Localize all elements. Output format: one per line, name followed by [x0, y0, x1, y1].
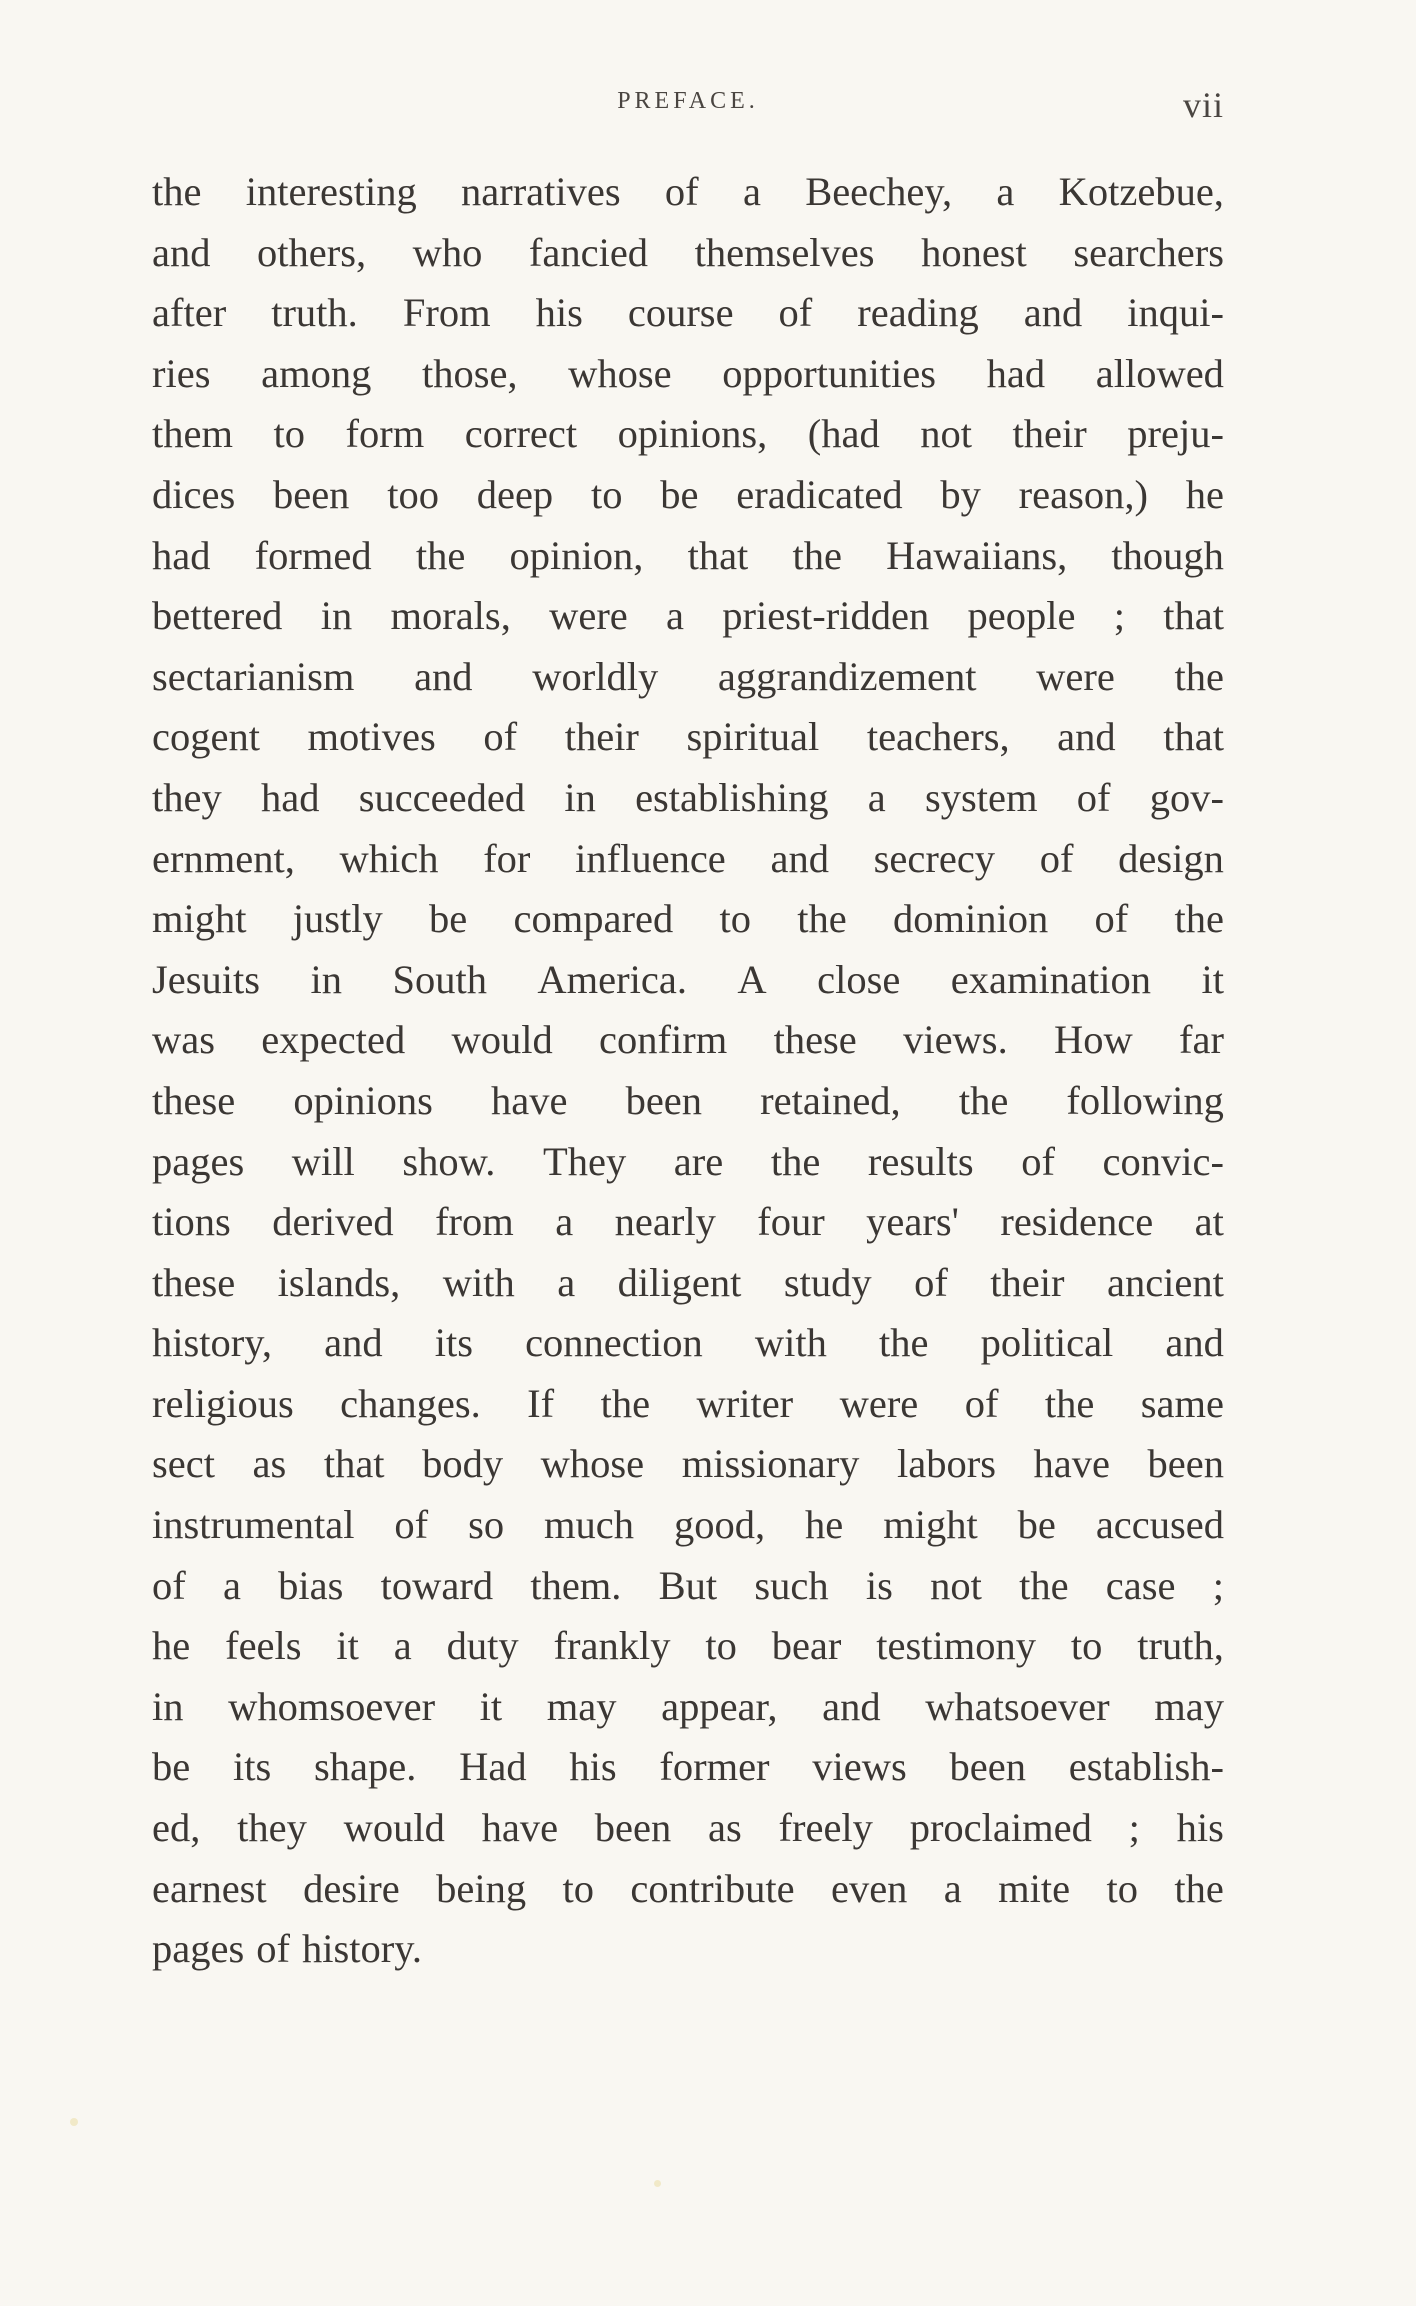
- word: from: [435, 1199, 514, 1245]
- word: have: [481, 1805, 559, 1851]
- word: and: [324, 1320, 383, 1366]
- word: the: [770, 1138, 821, 1184]
- text-line: [152, 586, 1224, 647]
- word: a: [393, 1623, 412, 1669]
- word: been: [625, 1077, 703, 1123]
- word: A: [737, 956, 767, 1002]
- text-line: [152, 647, 1224, 708]
- word: were: [549, 593, 628, 639]
- word: dominion: [892, 896, 1049, 942]
- word: the: [152, 169, 202, 214]
- text-line: [152, 526, 1224, 587]
- text-line: [152, 223, 1224, 284]
- text-line: [152, 768, 1224, 829]
- word: fancied: [528, 229, 649, 275]
- word: they: [237, 1805, 307, 1851]
- text-line: [152, 1374, 1224, 1435]
- text-line: [152, 1556, 1224, 1617]
- word: the: [792, 532, 842, 578]
- word: it: [479, 1683, 503, 1729]
- word: might: [152, 896, 247, 942]
- word: truth.: [271, 290, 358, 336]
- running-title: PREFACE.: [617, 88, 759, 114]
- word: a: [742, 169, 761, 214]
- word: of: [664, 169, 699, 214]
- word: in: [310, 956, 342, 1002]
- word: history.: [301, 1926, 422, 1972]
- word: their: [1012, 411, 1087, 457]
- word: ries: [152, 350, 211, 396]
- word: justly: [292, 896, 383, 942]
- word: feels: [225, 1623, 302, 1669]
- word: to: [705, 1623, 737, 1669]
- paper-speck: [654, 2180, 661, 2187]
- word: confirm: [599, 1017, 728, 1063]
- word: contribute: [630, 1865, 795, 1911]
- word: South: [392, 956, 487, 1002]
- word: as: [252, 1441, 287, 1487]
- word: establish-: [1068, 1744, 1224, 1790]
- word: opinions,: [617, 411, 768, 457]
- word: convic-: [1102, 1138, 1224, 1184]
- word: ancient: [1106, 1259, 1224, 1305]
- word: were: [1036, 653, 1115, 699]
- text-line: [152, 950, 1224, 1011]
- text-line: [152, 1313, 1224, 1374]
- word: is: [865, 1562, 893, 1608]
- text-line: [152, 404, 1224, 465]
- word: religious: [152, 1380, 294, 1426]
- word: themselves: [694, 229, 875, 275]
- word: whose: [568, 350, 672, 396]
- word: others,: [257, 229, 367, 275]
- word: in: [564, 774, 596, 820]
- word: have: [490, 1077, 568, 1123]
- text-line: [152, 344, 1224, 405]
- word: the: [879, 1320, 929, 1366]
- word: not: [930, 1562, 982, 1608]
- word: body: [422, 1441, 504, 1487]
- word: bettered: [152, 593, 283, 639]
- word: a: [996, 169, 1015, 214]
- word: truth,: [1137, 1623, 1224, 1669]
- word: of: [1094, 896, 1129, 942]
- word: had: [260, 774, 320, 820]
- word: pages: [152, 1138, 245, 1184]
- word: But: [658, 1562, 718, 1608]
- word: the: [1019, 1562, 1069, 1608]
- word: priest-ridden: [722, 593, 930, 639]
- word: the: [1044, 1380, 1095, 1426]
- word: and: [1165, 1320, 1224, 1366]
- word: design: [1118, 835, 1224, 881]
- word: his: [1176, 1805, 1224, 1851]
- word: freely: [778, 1805, 873, 1851]
- word: to: [590, 471, 623, 517]
- word: cogent: [152, 714, 260, 760]
- word: spiritual: [686, 714, 820, 760]
- word: of: [778, 290, 813, 336]
- word: toward: [380, 1562, 494, 1608]
- word: in: [152, 1683, 184, 1729]
- word: compared: [513, 896, 674, 942]
- word: been: [949, 1744, 1026, 1790]
- word: been: [272, 471, 350, 517]
- word: Jesuits: [152, 956, 261, 1002]
- word: retained,: [760, 1077, 901, 1123]
- word: diligent: [617, 1259, 742, 1305]
- word: even: [830, 1865, 908, 1911]
- word: may: [1154, 1683, 1224, 1729]
- word: views.: [903, 1017, 1008, 1063]
- word: as: [708, 1805, 742, 1851]
- word: the: [797, 896, 847, 942]
- page-number: vii: [1182, 85, 1224, 125]
- word: sectarianism: [152, 653, 355, 699]
- word: islands,: [277, 1259, 401, 1305]
- word: of: [964, 1380, 999, 1426]
- word: its: [434, 1320, 473, 1366]
- word: it: [336, 1623, 359, 1669]
- word: preju-: [1127, 411, 1224, 457]
- word: of: [256, 1926, 290, 1972]
- word: former: [659, 1744, 770, 1790]
- word: searchers: [1073, 229, 1224, 275]
- text-line: [152, 1859, 1224, 1920]
- text-line: [152, 1132, 1224, 1193]
- word: same: [1140, 1380, 1224, 1426]
- word: bear: [771, 1623, 842, 1669]
- word: of: [914, 1259, 948, 1305]
- word: formed: [254, 532, 372, 578]
- word: he: [805, 1502, 844, 1548]
- word: years': [866, 1199, 959, 1245]
- word: them.: [530, 1562, 622, 1608]
- word: appear,: [661, 1683, 778, 1729]
- text-line: [152, 465, 1224, 526]
- word: earnest: [152, 1865, 267, 1911]
- word: were: [839, 1380, 919, 1426]
- word: it: [1201, 956, 1224, 1002]
- word: would: [451, 1017, 553, 1063]
- word: pages: [152, 1926, 245, 1972]
- text-line: [152, 1919, 1224, 1980]
- word: much: [544, 1502, 635, 1548]
- word: Beechey,: [805, 169, 953, 214]
- word: and: [1057, 714, 1116, 760]
- word: aggrandizement: [717, 653, 977, 699]
- word: that: [1163, 714, 1224, 760]
- word: opportunities: [722, 350, 937, 396]
- word: allowed: [1095, 350, 1224, 396]
- word: might: [883, 1502, 978, 1548]
- word: case: [1105, 1562, 1176, 1608]
- word: proclaimed: [909, 1805, 1092, 1851]
- word: inqui-: [1127, 290, 1224, 336]
- word: been: [1147, 1441, 1224, 1487]
- text-line: [152, 162, 1224, 223]
- word: be: [429, 896, 468, 942]
- word: these: [152, 1077, 236, 1123]
- word: a: [867, 774, 886, 820]
- word: though: [1111, 532, 1224, 578]
- word: he: [1185, 471, 1224, 517]
- word: these: [152, 1259, 236, 1305]
- word: with: [754, 1320, 827, 1366]
- word: he: [152, 1623, 191, 1669]
- word: will: [291, 1138, 355, 1184]
- word: be: [660, 471, 699, 517]
- text-line: [152, 1616, 1224, 1677]
- word: From: [402, 290, 491, 336]
- word: residence: [1000, 1199, 1154, 1245]
- word: influence: [575, 835, 726, 881]
- word: interesting: [245, 169, 417, 214]
- word: correct: [464, 411, 578, 457]
- word: course: [627, 290, 734, 336]
- word: the: [1174, 896, 1224, 942]
- word: to: [273, 411, 305, 457]
- word: testimony: [876, 1623, 1036, 1669]
- word: ;: [1212, 1562, 1224, 1608]
- word: its: [232, 1744, 272, 1790]
- word: to: [719, 896, 751, 942]
- text-line: [152, 1253, 1224, 1314]
- word: a: [943, 1865, 962, 1911]
- word: writer: [696, 1380, 794, 1426]
- word: expected: [261, 1017, 406, 1063]
- word: so: [468, 1502, 505, 1548]
- word: They: [542, 1138, 627, 1184]
- word: their: [564, 714, 639, 760]
- word: which: [339, 835, 439, 881]
- text-line: [152, 1010, 1224, 1071]
- word: nearly: [614, 1199, 716, 1245]
- word: too: [387, 471, 439, 517]
- word: history,: [152, 1320, 272, 1366]
- word: and: [770, 835, 829, 881]
- word: America.: [537, 956, 687, 1002]
- word: a: [222, 1562, 241, 1608]
- word: frankly: [553, 1623, 671, 1669]
- word: show.: [402, 1138, 496, 1184]
- word: for: [483, 835, 531, 881]
- word: that: [687, 532, 749, 578]
- word: missionary: [681, 1441, 860, 1487]
- word: his: [569, 1744, 617, 1790]
- text-line: [152, 1495, 1224, 1556]
- word: accused: [1095, 1502, 1224, 1548]
- word: the: [415, 532, 466, 578]
- word: not: [920, 411, 973, 457]
- text-line: [152, 1434, 1224, 1495]
- word: political: [980, 1320, 1114, 1366]
- word: reason,): [1018, 471, 1148, 517]
- word: results: [867, 1138, 974, 1184]
- word: duty: [446, 1623, 519, 1669]
- word: whatsoever: [925, 1683, 1110, 1729]
- word: them: [152, 411, 233, 457]
- word: being: [436, 1865, 527, 1911]
- word: reading: [857, 290, 979, 336]
- word: was: [152, 1017, 215, 1063]
- word: gov-: [1149, 774, 1224, 820]
- word: had: [152, 532, 211, 578]
- word: desire: [303, 1865, 400, 1911]
- word: bias: [278, 1562, 344, 1608]
- word: among: [261, 350, 372, 396]
- word: such: [754, 1562, 829, 1608]
- word: Kotzebue,: [1058, 169, 1224, 214]
- word: have: [1033, 1441, 1110, 1487]
- word: that: [1163, 593, 1224, 639]
- word: and: [1023, 290, 1083, 336]
- word: motives: [307, 714, 436, 760]
- word: of: [483, 714, 518, 760]
- word: derived: [272, 1199, 394, 1245]
- text-line: [152, 1737, 1224, 1798]
- word: a: [666, 593, 685, 639]
- word: the: [600, 1380, 651, 1426]
- text-line: [152, 1071, 1224, 1132]
- word: that: [323, 1441, 385, 1487]
- word: of: [152, 1562, 186, 1608]
- word: had: [986, 350, 1046, 396]
- word: ernment,: [152, 835, 295, 881]
- text-line: [152, 829, 1224, 890]
- word: deep: [476, 471, 554, 517]
- word: mite: [998, 1865, 1071, 1911]
- word: opinions: [293, 1077, 433, 1123]
- word: and: [822, 1683, 881, 1729]
- word: people: [967, 593, 1076, 639]
- word: instrumental: [152, 1502, 355, 1548]
- word: whose: [540, 1441, 645, 1487]
- word: be: [152, 1744, 191, 1790]
- word: examination: [950, 956, 1151, 1002]
- word: ;: [1128, 1805, 1140, 1851]
- word: are: [673, 1138, 724, 1184]
- word: labors: [896, 1441, 996, 1487]
- word: far: [1179, 1017, 1224, 1063]
- word: If: [527, 1380, 555, 1426]
- word: a: [555, 1199, 574, 1245]
- text-line: [152, 889, 1224, 950]
- word: a: [557, 1259, 576, 1305]
- body-text: [152, 162, 1224, 1980]
- word: secrecy: [873, 835, 996, 881]
- word: of: [1076, 774, 1111, 820]
- word: succeeded: [358, 774, 526, 820]
- word: and: [152, 229, 211, 275]
- text-line: [152, 707, 1224, 768]
- word: their: [990, 1259, 1065, 1305]
- word: tions: [152, 1199, 231, 1245]
- word: form: [345, 411, 425, 457]
- word: after: [152, 290, 227, 336]
- word: to: [1070, 1623, 1103, 1669]
- paper-speck: [70, 2118, 78, 2126]
- word: the: [1174, 1865, 1224, 1911]
- word: would: [343, 1805, 445, 1851]
- word: (had: [807, 411, 880, 457]
- word: changes.: [340, 1380, 481, 1426]
- word: four: [757, 1199, 825, 1245]
- word: with: [442, 1259, 515, 1305]
- text-line: [152, 283, 1224, 344]
- word: to: [562, 1865, 595, 1911]
- word: been: [594, 1805, 672, 1851]
- word: ed,: [152, 1805, 201, 1851]
- word: in: [320, 593, 353, 639]
- word: good,: [673, 1502, 766, 1548]
- word: views: [812, 1744, 907, 1790]
- word: to: [1106, 1865, 1139, 1911]
- word: and: [414, 653, 473, 699]
- running-head: [152, 84, 1224, 132]
- word: teachers,: [866, 714, 1010, 760]
- word: those,: [421, 350, 518, 396]
- word: be: [1017, 1502, 1056, 1548]
- text-line: [152, 1677, 1224, 1738]
- word: ;: [1113, 593, 1125, 639]
- word: at: [1194, 1199, 1224, 1245]
- word: How: [1054, 1017, 1133, 1063]
- word: the: [1174, 653, 1224, 699]
- word: of: [1039, 835, 1074, 881]
- word: the: [958, 1077, 1009, 1123]
- word: honest: [921, 229, 1027, 275]
- word: connection: [525, 1320, 703, 1366]
- word: of: [394, 1502, 429, 1548]
- word: they: [152, 774, 222, 820]
- word: by: [940, 471, 981, 517]
- word: opinion,: [509, 532, 644, 578]
- word: his: [535, 290, 583, 336]
- word: these: [773, 1017, 857, 1063]
- word: morals,: [390, 593, 511, 639]
- word: Had: [459, 1744, 527, 1790]
- word: shape.: [314, 1744, 417, 1790]
- word: system: [925, 774, 1038, 820]
- word: establishing: [635, 774, 829, 820]
- word: of: [1021, 1138, 1055, 1184]
- word: worldly: [532, 653, 659, 699]
- text-line: [152, 1798, 1224, 1859]
- word: close: [817, 956, 901, 1002]
- word: may: [546, 1683, 617, 1729]
- word: study: [783, 1259, 872, 1305]
- word: narratives: [460, 169, 621, 214]
- word: sect: [152, 1441, 215, 1487]
- word: Hawaiians,: [886, 532, 1068, 578]
- word: who: [412, 229, 483, 275]
- word: whomsoever: [228, 1683, 436, 1729]
- word: eradicated: [736, 471, 903, 517]
- word: dices: [152, 471, 236, 517]
- word: following: [1066, 1077, 1224, 1123]
- text-line: [152, 1192, 1224, 1253]
